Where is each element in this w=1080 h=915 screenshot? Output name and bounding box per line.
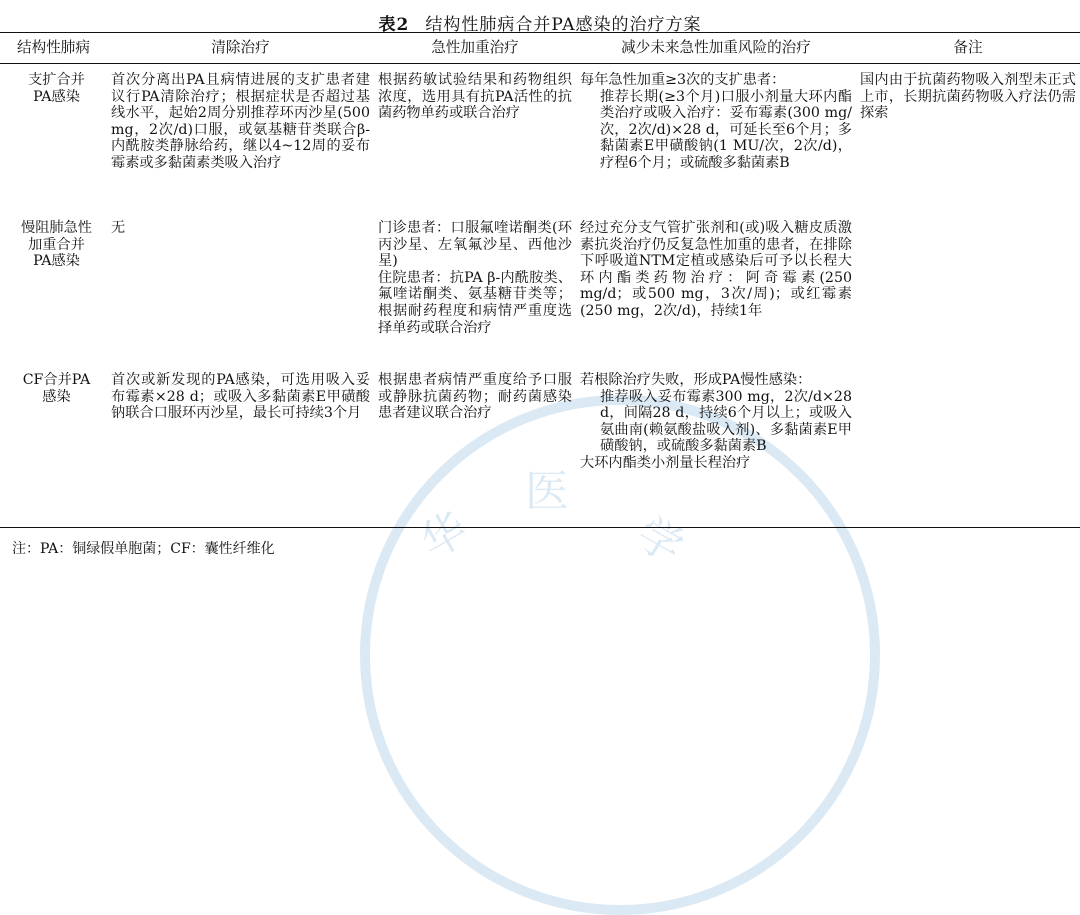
acute-inpatient: 住院患者：抗PA β-内酰胺类、氟喹诺酮类、氨基糖苷类等；根据耐药程度和病情严重度选择单药或联合治疗	[378, 269, 572, 336]
eradication-cell: 无	[111, 220, 126, 236]
acute-cell: 根据患者病情严重度给予口服或静脉抗菌药物；耐药菌感染患者建议联合治疗	[374, 372, 576, 528]
table-caption	[0, 0, 1080, 35]
disease-cell: 慢阻肺急性 加重合并 PA感染	[21, 220, 92, 270]
prevention-detail: 推荐长期(≥3个月)口服小剂量大环内酯类治疗或吸入治疗：妥布霉素(300 mg/次，2次/d)×28 d，可延长至6个月；多黏菌素E甲磺酸钠(1 MU/次，2次/d)，疗程6个月；或硫酸多黏菌素B	[600, 88, 852, 171]
table-footnote: 注：PA：铜绿假单胞菌；CF：囊性纤维化	[12, 541, 275, 557]
table-number: 表2	[378, 15, 410, 35]
remark-cell: 国内由于抗菌药物吸入剂型未正式上市，长期抗菌药物吸入疗法仍需探索	[860, 72, 1076, 122]
watermark-char: 学	[627, 507, 692, 574]
prevention-cell: 经过充分支气管扩张剂和(或)吸入糖皮质激素抗炎治疗仍反复急性加重的患者，在排除下呼吸道NTM定植或感染后可予以长程大环内酯类药物治疗：阿奇霉素(250 mg/d；或500 mg，3次/周)；或红霉素(250 mg，2次/d)，持续1年	[580, 220, 852, 319]
column-header: 清除治疗	[107, 33, 374, 64]
prevention-lead: 每年急性加重≥3次的支扩患者：	[580, 72, 786, 88]
disease-cell: CF合并PA 感染	[0, 372, 107, 528]
table-header-row	[0, 33, 1080, 64]
column-header: 急性加重治疗	[374, 33, 576, 64]
prevention-cell	[576, 372, 856, 528]
column-header: 结构性肺病	[0, 33, 107, 64]
watermark-char: 医	[525, 466, 569, 517]
column-header: 减少未来急性加重风险的治疗	[576, 33, 856, 64]
acute-cell	[374, 220, 576, 372]
disease-cell: 支扩合并 PA感染	[28, 72, 85, 105]
eradication-cell: 首次或新发现的PA感染，可选用吸入妥布霉素×28 d；或吸入多黏菌素E甲磺酸钠联合口服环丙沙星，最长可持续3个月	[107, 372, 374, 528]
table-row	[0, 220, 1080, 372]
prevention-detail: 推荐吸入妥布霉素300 mg，2次/d×28 d，间隔28 d，持续6个月以上；或吸入氨曲南(赖氨酸盐吸入剂)、多黏菌素E甲磺酸钠，或硫酸多黏菌素B	[600, 388, 852, 455]
remark-cell	[856, 220, 1080, 372]
column-header: 备注	[856, 33, 1080, 64]
watermark-char: 华	[412, 502, 477, 569]
prevention-lead: 若根除治疗失败，形成PA慢性感染：	[580, 372, 812, 388]
remark-cell	[856, 372, 1080, 528]
acute-cell: 根据药敏试验结果和药物组织浓度，选用具有抗PA活性的抗菌药物单药或联合治疗	[378, 72, 572, 122]
prevention-tail: 大环内酯类小剂量长程治疗	[580, 454, 751, 471]
table-row	[0, 372, 1080, 528]
table-row	[0, 64, 1080, 221]
acute-outpatient: 门诊患者：口服氟喹诺酮类(环丙沙星、左氧氟沙星、西他沙星)	[378, 220, 572, 270]
table-title: 结构性肺病合并PA感染的治疗方案	[425, 15, 702, 35]
eradication-cell: 首次分离出PA且病情进展的支扩患者建议行PA清除治疗；根据症状是否超过基线水平，起始2周分别推荐环丙沙星(500 mg，2次/d)口服，或氨基糖苷类联合β-内酰胺类静脉给药，继以4~12周的妥布霉素或多黏菌素类吸入治疗	[111, 72, 370, 171]
prevention-cell	[576, 64, 856, 221]
treatment-table	[0, 32, 1080, 528]
